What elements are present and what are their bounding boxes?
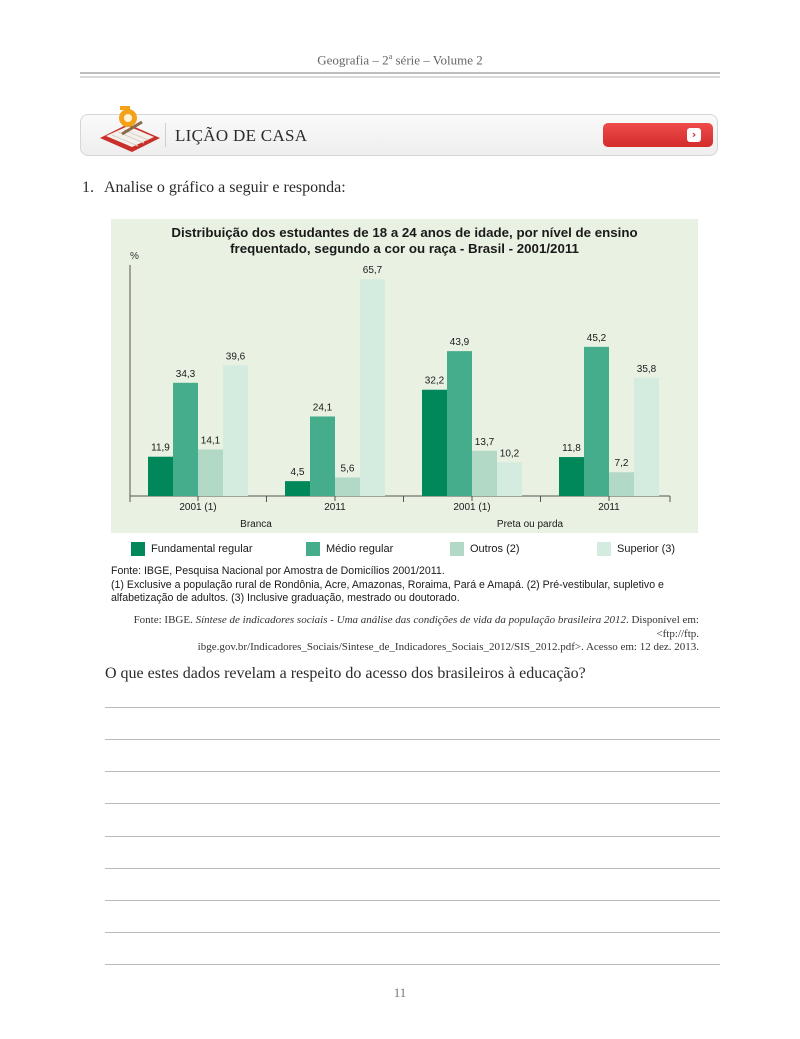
legend-swatch [597, 542, 611, 556]
chart-title-line-1: Distribuição dos estudantes de 18 a 24 anos de idade, por nível de ensino [171, 225, 638, 240]
bar [360, 279, 385, 496]
chevron-right-icon: › [687, 128, 701, 142]
answer-line[interactable] [105, 964, 720, 965]
bar-value-label: 7,2 [614, 458, 629, 470]
chart-footnote: (1) Exclusive a população rural de Rondônia, Acre, Amazonas, Roraima, Pará e Amapá. (2) Pré-vestibular, supletivo e alfabetização de adultos. (3) Inclusive graduação, mestrado ou doutorado. [111, 578, 664, 605]
bar [198, 449, 223, 496]
chart-legend [111, 541, 698, 557]
bar-value-label: 32,2 [424, 375, 445, 387]
bar [310, 416, 335, 496]
bar [223, 365, 248, 496]
bar-value-label: 39,6 [225, 351, 246, 363]
reference-line-2: ibge.gov.br/Indicadores_Sociais/Sintese_de_Indicadores_Sociais_2012/SIS_2012.pdf>. Acesso em: 12 dez. 2013. [197, 641, 699, 653]
legend-item-medio: Médio regular [306, 541, 393, 557]
answer-line[interactable] [105, 932, 720, 933]
legend-item-outros: Outros (2) [450, 541, 520, 557]
bar-value-label: 5,6 [340, 463, 355, 475]
legend-swatch [306, 542, 320, 556]
bar [634, 378, 659, 496]
x-group-label: Branca [240, 519, 272, 530]
legend-swatch [450, 542, 464, 556]
bar-value-label: 65,7 [362, 265, 383, 277]
bar [148, 457, 173, 496]
bar-value-label: 35,8 [636, 363, 657, 375]
bar-value-label: 11,9 [151, 442, 170, 454]
bar-value-label: 4,5 [290, 467, 305, 479]
bar [609, 472, 634, 496]
bar-value-label: 45,2 [586, 332, 607, 344]
chart-source: Fonte: IBGE, Pesquisa Nacional por Amostra de Domicílios 2001/2011. [111, 565, 445, 577]
running-header: Geografia – 2$^a$ série – Volume 2 [317, 52, 483, 68]
x-tick-label: 2001 (1) [453, 502, 491, 513]
bar [472, 451, 497, 496]
reference-citation [111, 614, 699, 655]
x-tick-label: 2011 [598, 502, 620, 513]
legend-item-superior: Superior (3) [597, 541, 675, 557]
answer-line[interactable] [105, 868, 720, 869]
answer-line[interactable] [105, 803, 720, 804]
answer-line[interactable] [105, 771, 720, 772]
bar-value-label: 43,9 [449, 337, 470, 349]
question-1-text: Analise o gráfico a seguir e responda: [104, 179, 346, 196]
bar [559, 457, 584, 496]
banner-title: LIÇÃO DE CASA [175, 126, 308, 145]
bar [173, 383, 198, 496]
bar [285, 481, 310, 496]
bar [335, 478, 360, 496]
bar [584, 347, 609, 496]
question-1-number: 1. [82, 179, 94, 196]
y-axis-label: % [130, 251, 139, 262]
chart-notes [111, 565, 701, 606]
x-tick-label: 2001 (1) [179, 502, 217, 513]
page-number: 11 [393, 985, 407, 1000]
question-2: O que estes dados revelam a respeito do acesso dos brasileiros à educação? [105, 665, 586, 682]
bar-value-label: 11,8 [562, 443, 581, 455]
bar-value-label: 24,1 [312, 402, 333, 414]
bar [422, 390, 447, 496]
bar [447, 351, 472, 496]
x-tick-label: 2011 [324, 502, 346, 513]
legend-swatch [131, 542, 145, 556]
reference-line-1: Fonte: IBGE. Síntese de indicadores sociais - Uma análise das condições de vida da população brasileira 2012. Disponível em: <ftp://ftp. [133, 614, 699, 640]
bar-value-label: 13,7 [474, 436, 495, 448]
answer-line[interactable] [105, 836, 720, 837]
legend-item-fundamental: Fundamental regular [131, 541, 253, 557]
answer-line[interactable] [105, 739, 720, 740]
bar [497, 462, 522, 496]
bar-value-label: 14,1 [200, 435, 221, 447]
x-group-label: Preta ou parda [496, 519, 564, 530]
chart-title-line-2: frequentado, segundo a cor ou raça - Brasil - 2001/2011 [230, 241, 579, 256]
bar-value-label: 10,2 [499, 448, 520, 460]
answer-line[interactable] [105, 707, 720, 708]
answer-line[interactable] [105, 900, 720, 901]
bar-value-label: 34,3 [175, 368, 196, 380]
